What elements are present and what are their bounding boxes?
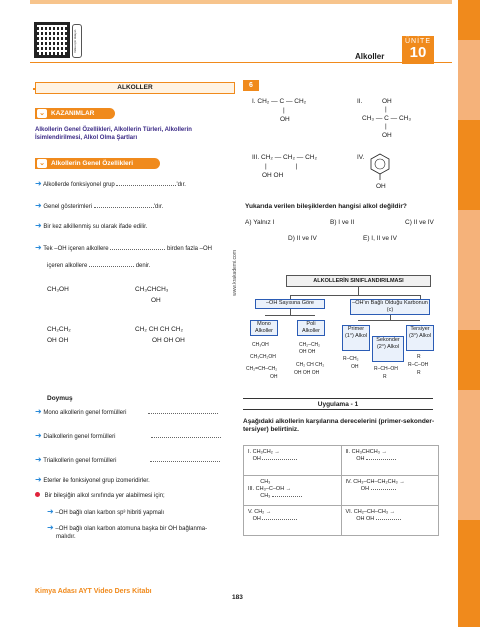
bullet-tek-oh-cont: içeren alkollere denir. <box>47 263 151 269</box>
tree-tersiyer: Tersiyer (3°) Alkol <box>406 325 434 351</box>
tree-primer: Primer (1°) Alkol <box>342 325 370 351</box>
formula-poly-oh: OH OH OH <box>152 337 185 344</box>
bullet-tri-formula: ➜ Trialkollerin genel formülleri <box>35 456 220 465</box>
table-cell-II: II. CH₃CHCH₃ → OH <box>341 446 438 476</box>
structure-I-bond: | <box>283 107 285 114</box>
structure-III-bonds: | | <box>265 163 298 170</box>
tree-poli-ex1-oh: OH OH <box>299 349 316 355</box>
side-bar <box>458 0 480 627</box>
tree-mono: Mono Alkoller <box>250 320 278 336</box>
tree-primer-ex-oh: OH <box>351 364 359 370</box>
structure-II-oh-bottom: OH <box>382 132 392 139</box>
arrow-icon: ➜ <box>35 179 42 188</box>
tree-tersiyer-r1: R <box>417 354 421 360</box>
formula-methanol: CH₃OH <box>47 286 69 293</box>
bullet-eter: ➜ Eterler ile fonksiyonel grup izomeridirler. <box>35 475 150 484</box>
question-number: 6 <box>243 80 259 91</box>
arrow-icon: ➜ <box>35 243 42 252</box>
tree-mono-ex1: CH₃OH <box>252 342 269 348</box>
classification-title: ALKOLLERİN SINIFLANDIRILMASI <box>286 275 431 287</box>
option-d[interactable]: D) II ve IV <box>288 235 317 242</box>
uygulama-header: Uygulama - 1 <box>243 398 433 410</box>
bullet-di-formula: ➜ Dialkollerin genel formülleri <box>35 432 221 441</box>
bullet-alkol-sart: Bir bileşiğin alkol sınıfında yer alabilmesi için; <box>35 492 165 500</box>
chevron-down-icon: ⌄ <box>37 159 47 168</box>
bullet-alkillenmis-su: ➜ Bir kez alkillenmiş su olarak ifade edilir. <box>35 221 148 230</box>
formula-isopropanol: CH₃CHCH₃ <box>135 286 169 293</box>
tree-sekonder-ex-r: R <box>383 374 387 380</box>
structure-II-oh-top: OH <box>382 98 392 105</box>
tree-mono-ex2: CH₃CH₂OH <box>250 354 276 360</box>
qr-code[interactable] <box>34 22 70 58</box>
qr-side-label: Video için tıklayın <box>72 24 82 58</box>
tree-tersiyer-r2: R <box>417 370 421 376</box>
arrow-icon: ➜ <box>35 221 42 230</box>
arrow-icon: ➜ <box>35 475 42 484</box>
tree-primer-ex: R–CH₂ <box>343 356 359 362</box>
page-title: ALKOLLER <box>35 82 235 94</box>
bullet-tek-oh: ➜ Tek –OH içeren alkollere birden fazla –OH <box>35 243 213 252</box>
formula-glycol-oh: OH OH <box>47 337 69 344</box>
unit-badge <box>402 36 434 64</box>
structure-IV-label: IV. <box>357 154 365 161</box>
tree-poli: Poli Alkoller <box>297 320 325 336</box>
website-url: www.krakademi.com <box>232 250 238 296</box>
sub-bullet-oh-cont: malıdır. <box>56 534 76 540</box>
bullet-genel-gosterim: ➜ Genel gösterimleri 'dır. <box>35 201 164 210</box>
tree-sekonder-ex: R–CH–OH <box>374 366 398 372</box>
genel-ozellikler-label: Alkollerin Genel Özellikleri <box>51 160 134 167</box>
structure-IV-oh: OH <box>376 183 386 190</box>
option-c[interactable]: C) II ve IV <box>405 219 434 226</box>
unit-number: 10 <box>409 44 427 61</box>
table-cell-I: I. CH₃CH₂ → OH <box>244 446 342 476</box>
tree-poli-ex2-oh: OH OH OH <box>294 370 320 376</box>
structure-II-main: CH₃ — C — CH₃ <box>362 115 411 122</box>
genel-ozellikler-pill <box>35 158 160 169</box>
bullet-mono-formula: ➜ Mono alkollerin genel formülleri <box>35 408 218 417</box>
section-title: Alkoller <box>355 52 385 61</box>
arrow-icon: ➜ <box>47 507 54 516</box>
tree-mono-ex3-oh: OH <box>270 374 278 380</box>
structure-III-oh: OH OH <box>262 172 284 179</box>
tree-sekonder: Sekonder (2°) Alkol <box>372 336 404 362</box>
page-number: 183 <box>232 594 243 601</box>
chevron-down-icon: ⌄ <box>37 109 47 118</box>
uygulama-text: Aşağıdaki alkollerin karşılarına derecelerini (primer-sekonder-tersiyer) belirtiniz. <box>243 418 435 433</box>
header-divider <box>30 62 452 63</box>
tree-tersiyer-ex: R–C–OH <box>408 362 429 368</box>
structure-II-bond-top: | <box>385 106 387 113</box>
question-text: Yukarıda verilen bileşiklerden hangisi alkol değildir? <box>245 203 407 210</box>
bullet-fonksiyonel: ➜ Alkollerde fonksiyonel grup 'dır. <box>35 179 186 188</box>
tree-poli-ex2: CH₂ CH CH₂ <box>296 362 325 368</box>
sub-bullet-sp3: ➜ –OH bağlı olan karbon sp³ hibriti yapmalı <box>47 507 165 516</box>
arrow-icon: ➜ <box>35 431 42 440</box>
book-title: Kimya Adası AYT Video Ders Kitabı <box>35 588 152 595</box>
structure-I: I. CH₂ — C — CH₂ <box>252 98 307 105</box>
sub-bullet-oh: ➜ –OH bağlı olan karbon atomuna başka bir OH bağlanma- <box>47 523 208 532</box>
formula-poly: CH₂ CH CH CH₂ <box>135 326 184 333</box>
option-a[interactable]: A) Yalnız I <box>245 219 275 226</box>
tree-mono-ex3: CH₂=CH–CH₂ <box>246 366 278 372</box>
structure-III: III. CH₂ — CH₂ — CH₂ <box>252 154 317 161</box>
red-bullet-icon <box>35 492 40 497</box>
table-cell-III: CH₃ III. CH₃–C–OH → CH₃ <box>244 476 342 506</box>
arrow-icon: ➜ <box>35 407 42 416</box>
unit-label: ÜNİTE <box>405 38 431 45</box>
option-e[interactable]: E) I, II ve IV <box>363 235 397 242</box>
formula-glycol: CH₂CH₂ <box>47 326 71 333</box>
tree-poli-ex1: CH₂–CH₂ <box>299 342 321 348</box>
uygulama-table <box>243 445 439 536</box>
option-b[interactable]: B) I ve II <box>330 219 355 226</box>
arrow-icon: ➜ <box>35 455 42 464</box>
table-cell-VI: VI. CH₂–CH–CH₃ → OH OH <box>341 506 438 536</box>
structure-I-oh: OH <box>280 116 290 123</box>
table-cell-IV: IV. CH₃–CH–CH₂CH₃ → OH <box>341 476 438 506</box>
structure-II-bond-bottom: | <box>385 123 387 130</box>
doymus-label: Doymuş <box>47 395 73 402</box>
arrow-icon: ➜ <box>47 523 54 532</box>
benzene-ring-icon <box>368 152 392 182</box>
kazanimlar-pill <box>35 108 115 119</box>
table-cell-V: V. CH₂ → OH <box>244 506 342 536</box>
tree-karbon: –OH'ın Bağlı Olduğu Karbonun (c) <box>350 299 430 315</box>
kazanimlar-text: Alkollerin Genel Özellikleri, Alkollerin Türleri, Alkollerin İsimlendirilmesi, Alkol Olma Şartları <box>35 127 192 141</box>
tree-oh-sayisi: –OH Sayısına Göre <box>255 299 325 309</box>
formula-isopropanol-oh: OH <box>151 297 161 304</box>
arrow-icon: ➜ <box>35 201 42 210</box>
top-strip <box>30 0 452 4</box>
kazanimlar-label: KAZANIMLAR <box>51 110 95 117</box>
structure-II-label: II. <box>357 98 363 105</box>
